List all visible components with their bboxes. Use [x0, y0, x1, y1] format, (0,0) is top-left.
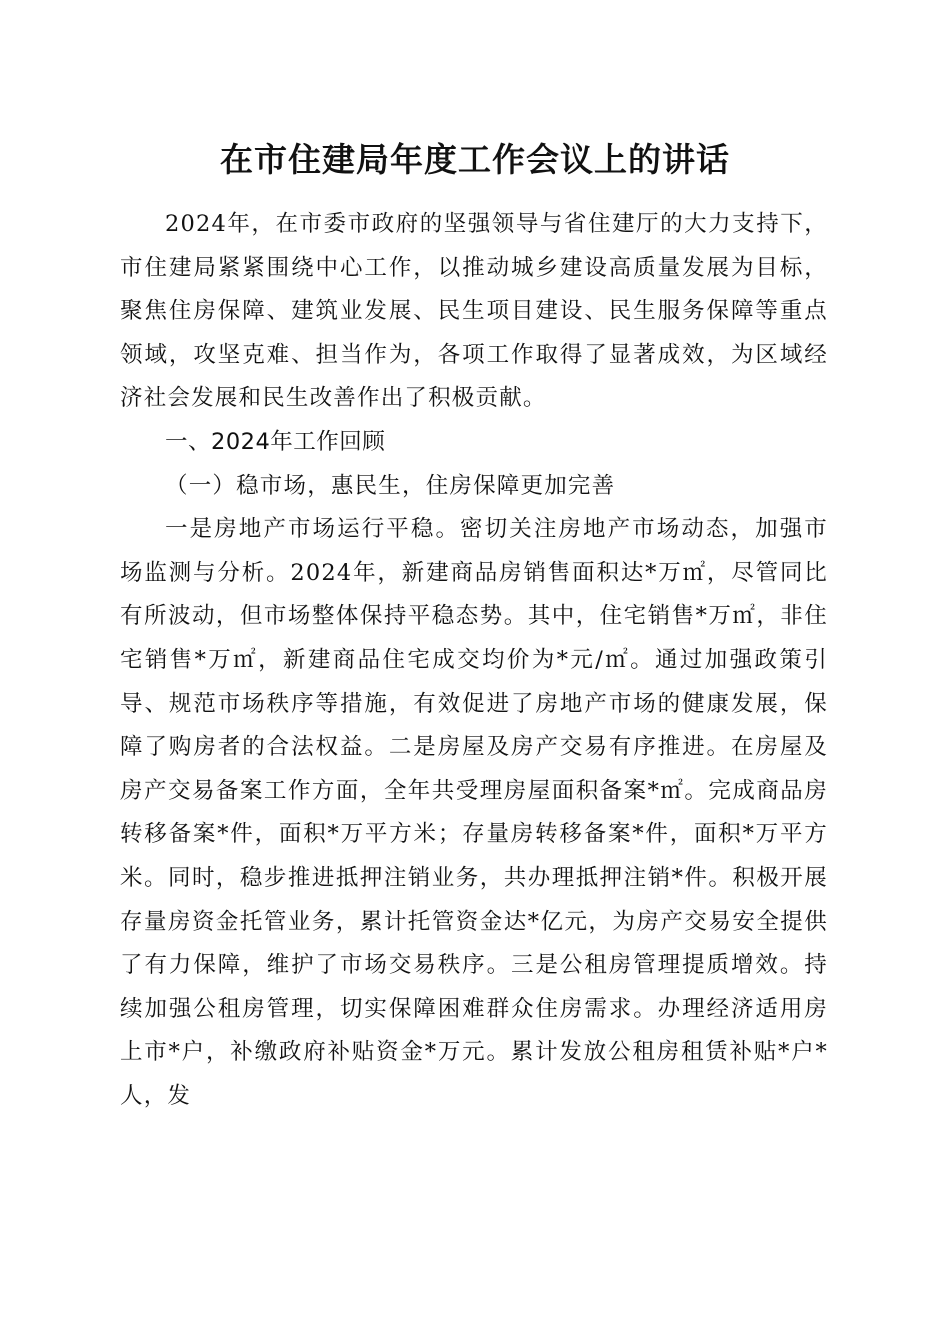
- intro-paragraph: 2024年，在市委市政府的坚强领导与省住建厅的大力支持下，市住建局紧紧围绕中心工作，以推动城乡建设高质量发展为目标，聚焦住房保障、建筑业发展、民生项目建设、民生服务保障等重点领域，攻坚克难、担当作为，各项工作取得了显著成效，为区域经济社会发展和民生改善作出了积极贡献。: [120, 211, 828, 412]
- subsection-heading-1: （一）稳市场，惠民生，住房保障更加完善: [165, 472, 616, 499]
- section-1-paragraph: 一是房地产市场运行平稳。密切关注房地产市场动态，加强市场监测与分析。2024年，新建商品房销售面积达*万㎡，尽管同比有所波动，但市场整体保持平稳态势。其中，住宅销售*万㎡，非住宅销售*万㎡，新建商品住宅成交均价为*元/㎡。通过加强政策引导、规范市场秩序等措施，有效促进了房地产市场的健康发展，保障了购房者的合法权益。二是房屋及房产交易有序推进。在房屋及房产交易备案工作方面，全年共受理房屋面积备案*㎡。完成商品房转移备案*件，面积*万平方米；存量房转移备案*件，面积*万平方米。同时，稳步推进抵押注销业务，共办理抵押注销*件。积极开展存量房资金托管业务，累计托管资金达*亿元，为房产交易安全提供了有力保障，维护了市场交易秩序。三是公租房管理提质增效。持续加强公租房管理，切实保障困难群众住房需求。办理经济适用房上市*户，补缴政府补贴资金*万元。累计发放公租房租赁补贴*户*人，发: [120, 516, 828, 1109]
- section-heading-1: 一、2024年工作回顾: [165, 428, 386, 455]
- document-title: 在市住建局年度工作会议上的讲话: [220, 140, 730, 179]
- document-body: [120, 203, 828, 1118]
